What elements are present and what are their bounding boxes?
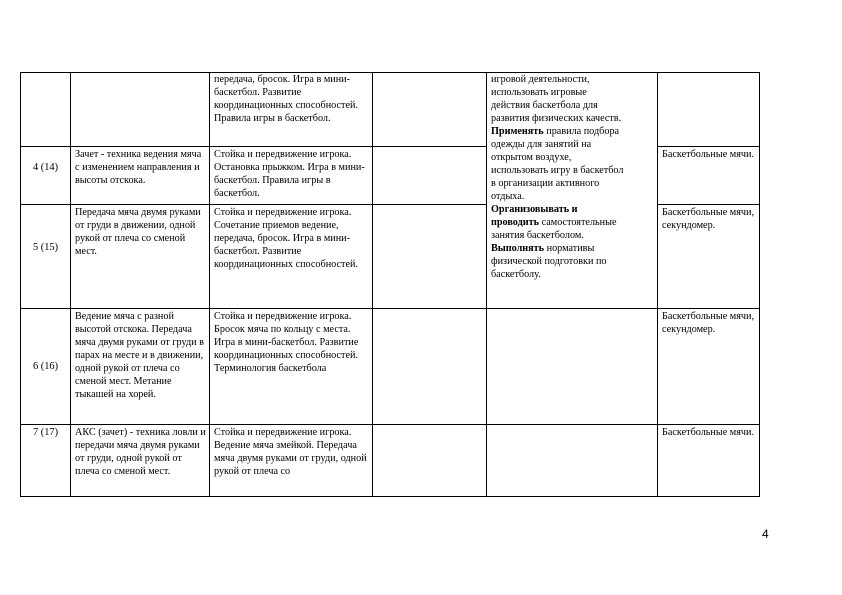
page-number: 4 <box>762 527 769 541</box>
activity-keyword: Выполнять <box>491 243 545 254</box>
lesson-content-cell: передача, бросок. Игра в мини-баскетбол. Развитие координационных способностей. Правила игры в баскетбол. <box>210 73 373 147</box>
lesson-number-cell: 7 (17) <box>21 425 71 497</box>
table-row <box>21 73 760 147</box>
lesson-topic-cell: Зачет - техника ведения мяча с изменением направления и высоты отскока. <box>71 147 210 205</box>
activity-line: игровой деятельности, <box>491 74 590 85</box>
lesson-topic-cell <box>71 73 210 147</box>
activity-line: открытом воздухе, <box>491 152 572 163</box>
lesson-content-cell: Стойка и передвижение игрока. Ведение мяча змейкой. Передача мяча двумя руками от груди, одной рукой от плеча со <box>210 425 373 497</box>
table-row <box>21 425 760 497</box>
lesson-topic-cell: Ведение мяча с разной высотой отскока. Передача мяча двумя руками от груди в парах на месте и в движении, одной рукой от плеча со сменой мест. Метание тыкашей на хорей. <box>71 309 210 425</box>
activity-line: использовать игру в баскетбол <box>491 165 624 176</box>
activity-keyword: проводить <box>491 217 540 228</box>
activity-keyword: Организовывать и <box>491 204 578 215</box>
activity-line: занятия баскетболом. <box>491 230 584 241</box>
activity-line: одежды для занятий на <box>491 139 592 150</box>
lesson-plan-table <box>20 72 760 497</box>
activity-line <box>491 216 654 229</box>
activity-text: нормативы <box>544 243 595 254</box>
equipment-cell: Баскетбольные мячи, секундомер. <box>658 309 760 425</box>
activity-line: действия баскетбола для <box>491 100 598 111</box>
activity-line <box>491 242 654 255</box>
activity-text: правила подбора <box>543 126 620 137</box>
lesson-topic-cell: Передача мяча двумя руками от груди в движении, одной рукой от плеча со сменой мест. <box>71 205 210 309</box>
activity-line: физической подготовки по <box>491 256 607 267</box>
activity-line: баскетболу. <box>491 269 541 280</box>
activity-line: использовать игровые <box>491 87 587 98</box>
empty-cell <box>373 147 487 205</box>
lesson-topic-cell: АКС (зачет) - техника ловли и передачи мяча двумя руками от груди, одной рукой от плеча со сменой мест. <box>71 425 210 497</box>
lesson-content-cell: Стойка и передвижение игрока. Бросок мяча по кольцу с места. Игра в мини-баскетбол. Развитие координационных способностей. Терминология баскетбола <box>210 309 373 425</box>
activity-keyword: Применять <box>491 126 544 137</box>
activity-line: отдыха. <box>491 191 525 202</box>
lesson-number-cell: 4 (14) <box>21 147 71 205</box>
activity-text: самостоятельные <box>539 217 617 228</box>
lesson-number-cell <box>21 73 71 147</box>
lesson-number-cell: 5 (15) <box>21 205 71 309</box>
empty-cell <box>373 425 487 497</box>
lesson-content-cell: Стойка и передвижение игрока. Остановка прыжком. Игра в мини-баскетбол. Правила игры в баскетбол. <box>210 147 373 205</box>
equipment-cell: Баскетбольные мячи, секундомер. <box>658 205 760 309</box>
empty-cell <box>373 73 487 147</box>
activity-line: развития физических качеств. <box>491 113 622 124</box>
lesson-content-cell: Стойка и передвижение игрока. Сочетание приемов ведение, передача, бросок. Игра в мини-баскетбол. Развитие координационных способностей. <box>210 205 373 309</box>
empty-cell <box>373 309 487 425</box>
activity-line <box>491 125 654 138</box>
empty-cell <box>373 205 487 309</box>
student-activity-cell <box>487 309 658 425</box>
student-activity-cell <box>487 73 658 309</box>
student-activity-cell <box>487 425 658 497</box>
equipment-cell: Баскетбольные мячи. <box>658 147 760 205</box>
table-row <box>21 309 760 425</box>
lesson-number-cell: 6 (16) <box>21 309 71 425</box>
activity-line: в организации активного <box>491 178 600 189</box>
equipment-cell: Баскетбольные мячи. <box>658 425 760 497</box>
equipment-cell <box>658 73 760 147</box>
